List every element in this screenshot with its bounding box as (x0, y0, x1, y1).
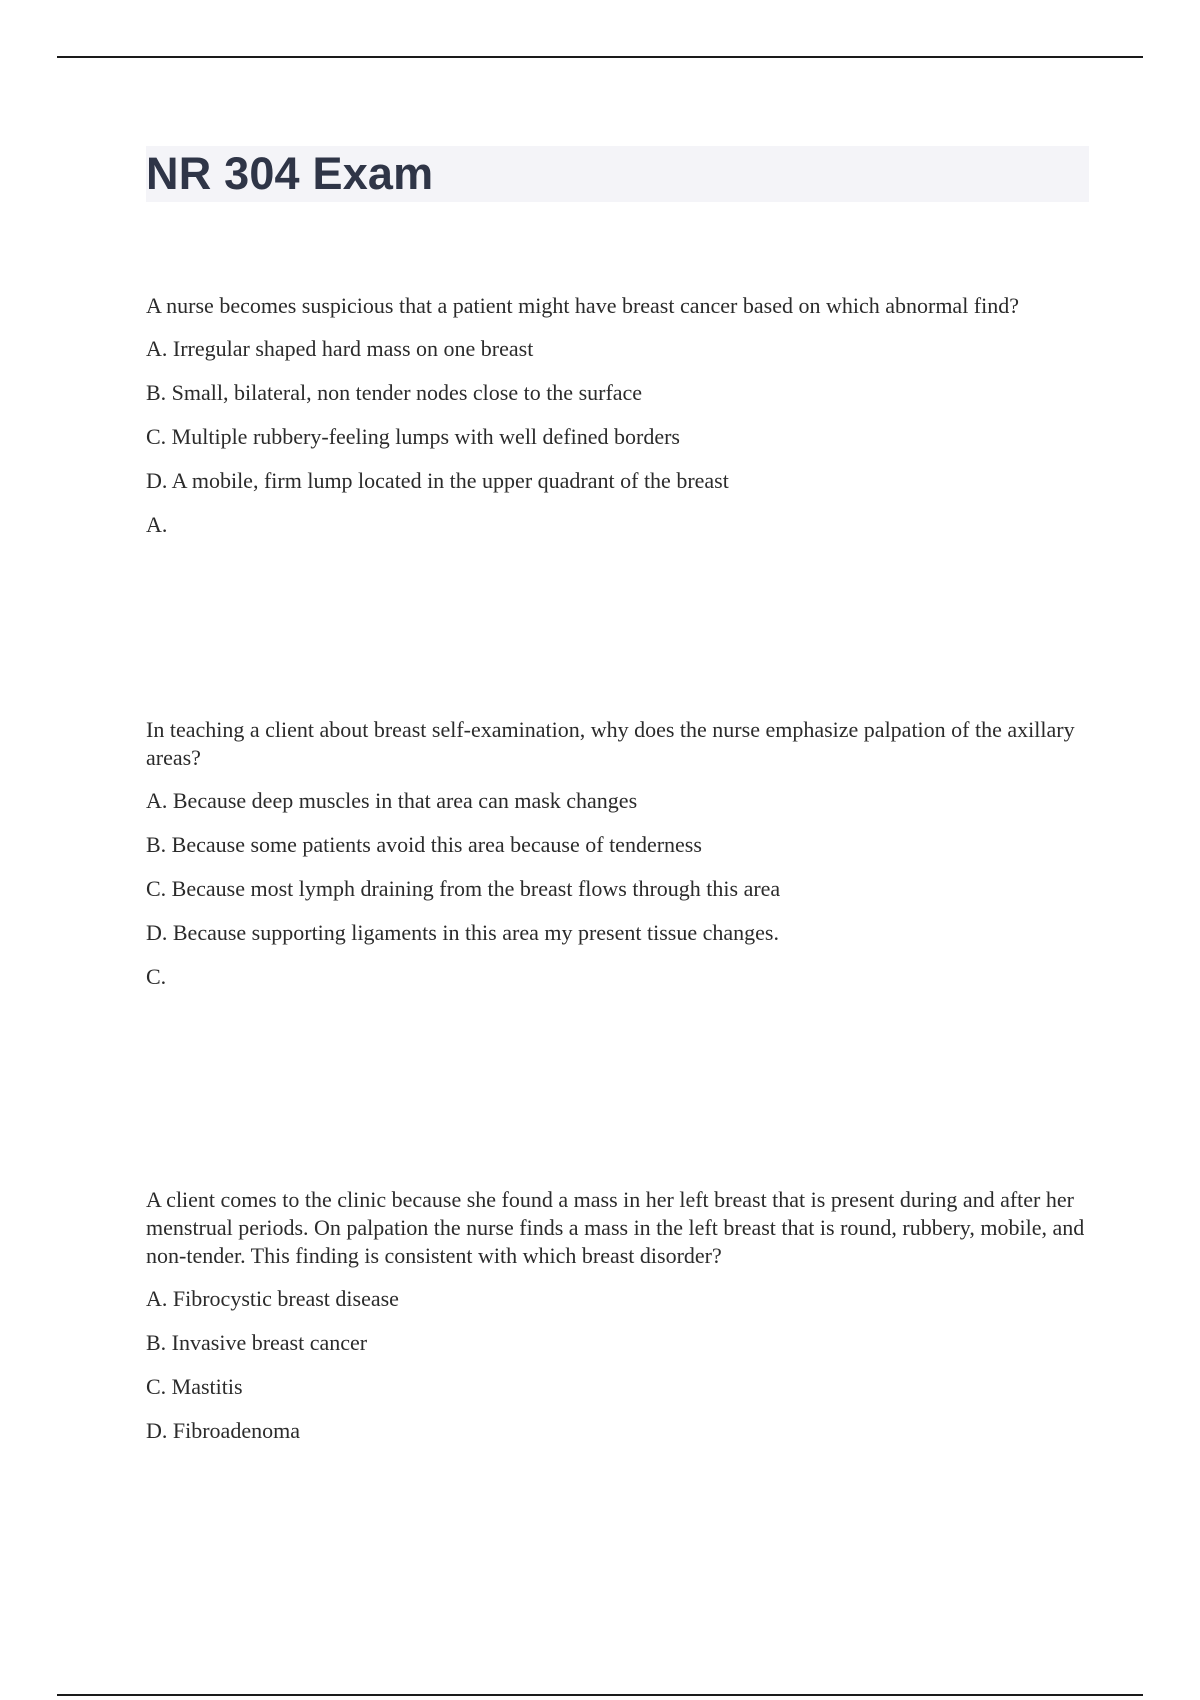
option-d: D. Fibroadenoma (146, 1418, 300, 1443)
question-stem: A client comes to the clinic because she found a mass in her left breast that is present during and after her menstrual periods. On palpation the nurse finds a mass in the left breast that is round, rubbery, mobile, and non-tender. This finding is consistent with which breast disorder? (146, 1187, 1085, 1268)
option-c: C. Mastitis (146, 1374, 243, 1399)
top-rule (57, 56, 1143, 58)
option-b: B. Because some patients avoid this area because of tenderness (146, 832, 702, 857)
question-stem: In teaching a client about breast self-examination, why does the nurse emphasize palpation of the axillary areas? (146, 717, 1075, 770)
question-stem: A nurse becomes suspicious that a patient might have breast cancer based on which abnormal find? (146, 293, 1020, 318)
answer: C. (146, 964, 167, 989)
option-c: C. Because most lymph draining from the breast flows through this area (146, 876, 781, 901)
option-a: A. Fibrocystic breast disease (146, 1286, 399, 1311)
question-2 (146, 716, 1096, 991)
option-d: D. Because supporting ligaments in this area my present tissue changes. (146, 920, 779, 945)
option-a: A. Because deep muscles in that area can mask changes (146, 788, 638, 813)
answer: A. (146, 512, 168, 537)
question-3 (146, 1186, 1096, 1461)
option-a: A. Irregular shaped hard mass on one breast (146, 336, 534, 361)
option-c: C. Multiple rubbery-feeling lumps with well defined borders (146, 424, 680, 449)
question-1 (146, 292, 1096, 539)
option-b: B. Small, bilateral, non tender nodes close to the surface (146, 380, 643, 405)
page-title: NR 304 Exam (146, 148, 434, 199)
bottom-rule (57, 1694, 1143, 1696)
option-d: D. A mobile, firm lump located in the upper quadrant of the breast (146, 468, 729, 493)
option-b: B. Invasive breast cancer (146, 1330, 368, 1355)
